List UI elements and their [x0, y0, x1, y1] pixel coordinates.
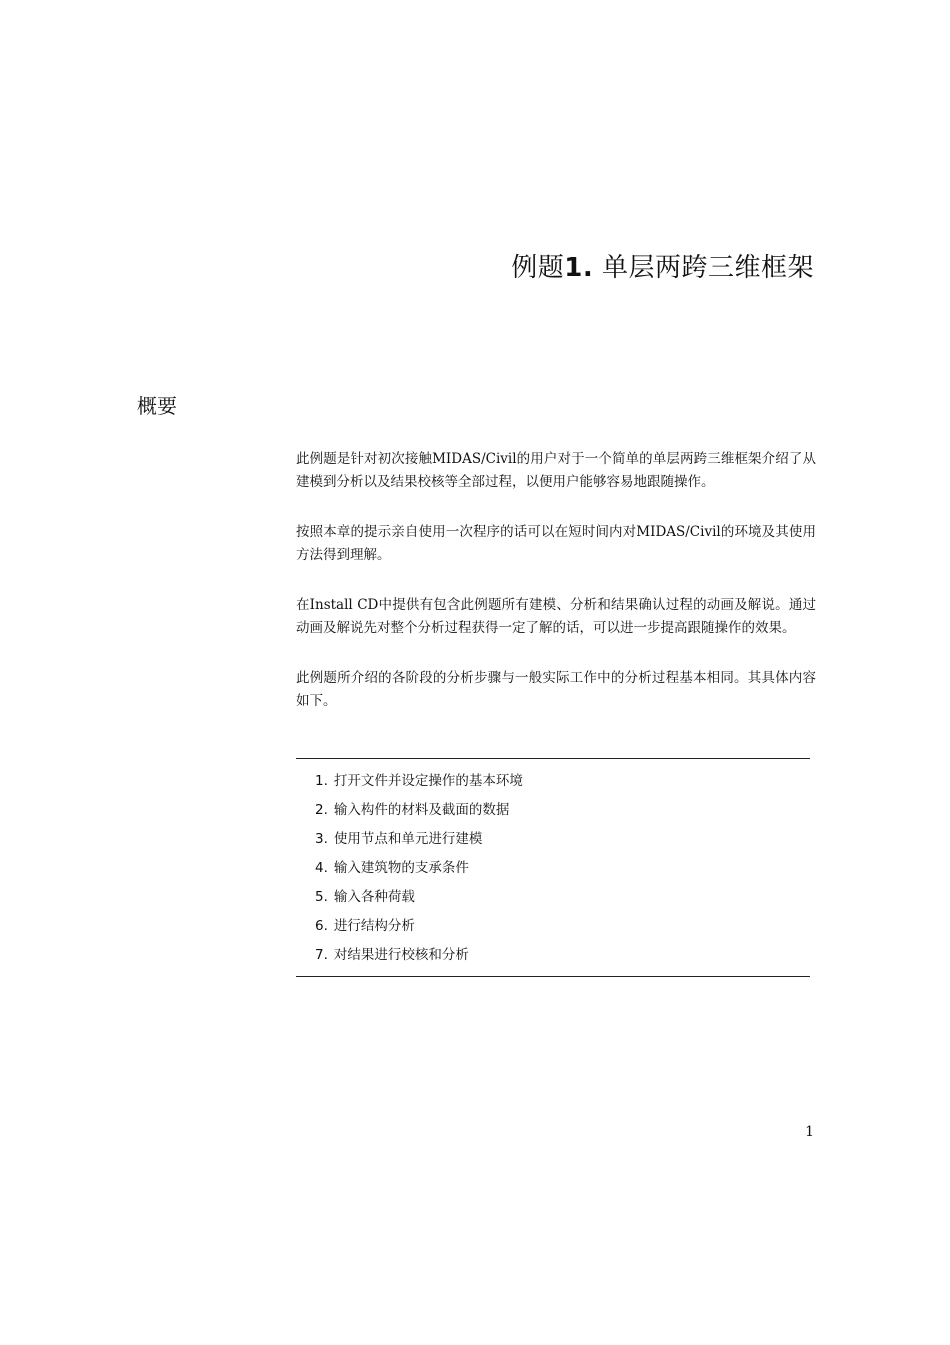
overview-body [296, 448, 816, 740]
step-text: 输入建筑物的支承条件 [333, 860, 469, 876]
chapter-title [511, 247, 814, 284]
list-item [296, 854, 810, 883]
steps-list [296, 758, 810, 977]
step-number: 7. [315, 947, 328, 963]
list-item [296, 796, 810, 825]
step-number: 6. [315, 918, 328, 934]
step-number: 5. [315, 889, 328, 905]
list-item [296, 825, 810, 854]
step-text: 输入构件的材料及截面的数据 [333, 802, 510, 818]
step-text: 使用节点和单元进行建模 [333, 831, 483, 847]
chapter-title-prefix: 例题 [511, 253, 565, 283]
list-item [296, 883, 810, 912]
step-text: 进行结构分析 [333, 918, 415, 934]
paragraph-install-cd: 在Install CD中提供有包含此例题所有建模、分析和结果确认过程的动画及解说。通过动画及解说先对整个分析过程获得一定了解的话，可以进一步提高跟随操作的效果。 [296, 597, 816, 636]
list-item [296, 767, 810, 796]
step-number: 2. [315, 802, 328, 818]
paragraph-steps-intro: 此例题所介绍的各阶段的分析步骤与一般实际工作中的分析过程基本相同。其具体内容如下。 [296, 670, 816, 709]
section-heading-overview: 概要 [137, 394, 177, 418]
step-text: 对结果进行校核和分析 [333, 947, 469, 963]
step-number: 1. [315, 773, 328, 789]
list-item [296, 912, 810, 941]
step-text: 输入各种荷载 [333, 889, 415, 905]
step-text: 打开文件并设定操作的基本环境 [333, 773, 523, 789]
step-number: 4. [315, 860, 328, 876]
chapter-number: 1. [564, 253, 594, 283]
paragraph-usage: 按照本章的提示亲自使用一次程序的话可以在短时间内对MIDAS/Civil的环境及其使用方法得到理解。 [296, 524, 816, 563]
step-number: 3. [315, 831, 328, 847]
chapter-title-text: 单层两跨三维框架 [601, 253, 814, 283]
paragraph-intro: 此例题是针对初次接触MIDAS/Civil的用户对于一个简单的单层两跨三维框架介绍了从建模到分析以及结果校核等全部过程，以便用户能够容易地跟随操作。 [296, 451, 816, 490]
list-item [296, 941, 810, 970]
page-number: 1 [805, 1124, 814, 1140]
